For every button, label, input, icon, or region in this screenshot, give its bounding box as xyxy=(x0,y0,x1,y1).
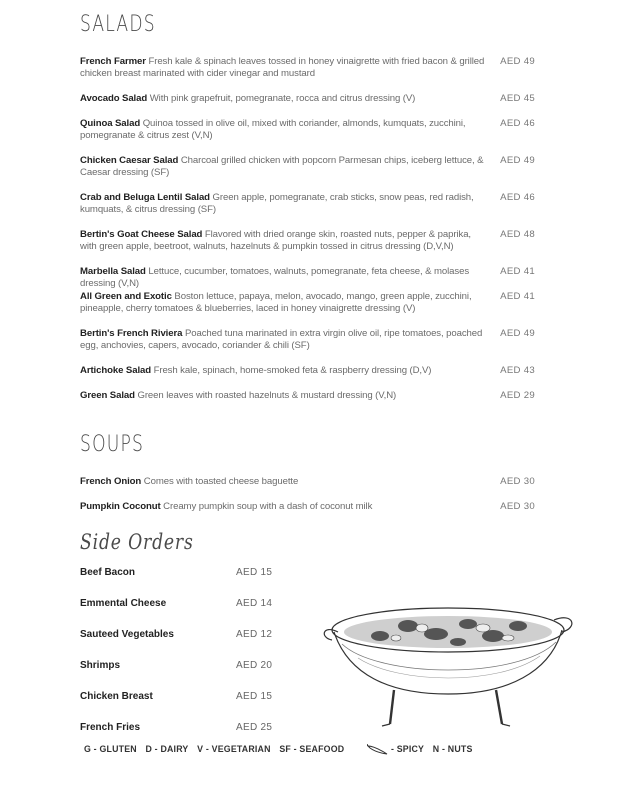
item-description: Green apple, pomegranate, crab sticks, snow peas, red radish, kumquats, & citrus dressing (SF) xyxy=(80,192,474,215)
item-price: AED 30 xyxy=(500,501,535,512)
item-name: Avocado Salad xyxy=(80,93,148,104)
item-price: AED 30 xyxy=(500,476,535,487)
side-item xyxy=(80,567,273,578)
item-description: Comes with toasted cheese baguette xyxy=(143,476,299,487)
item-price: AED 29 xyxy=(500,390,535,401)
side-price: AED 15 xyxy=(236,567,273,578)
side-name: Sauteed Vegetables xyxy=(80,629,174,640)
item-name: Pumpkin Coconut xyxy=(80,501,161,512)
item-description: Poached tuna marinated in extra virgin olive oil, ripe tomatoes, poached egg, anchovies, capers, avocado, coriander & chili (SF) xyxy=(80,328,483,351)
menu-item xyxy=(80,365,535,377)
dietary-legend xyxy=(84,744,479,756)
side-name: Emmental Cheese xyxy=(80,598,167,609)
menu-item xyxy=(80,291,535,315)
salads-title: SALADS xyxy=(80,12,156,37)
legend-gluten: G - GLUTEN xyxy=(84,744,137,755)
item-price: AED 49 xyxy=(500,328,535,339)
item-name: Bertin's French Riviera xyxy=(80,328,183,339)
side-price: AED 20 xyxy=(236,660,273,671)
item-price: AED 46 xyxy=(500,118,535,129)
item-name: Green Salad xyxy=(80,390,135,401)
item-name: Marbella Salad xyxy=(80,266,146,277)
item-description: With pink grapefruit, pomegranate, rocca and citrus dressing (V) xyxy=(149,93,416,104)
legend-dairy: D - DAIRY xyxy=(145,744,189,755)
menu-item xyxy=(80,56,535,80)
item-price: AED 46 xyxy=(500,192,535,203)
side-item xyxy=(80,691,273,702)
item-description: Quinoa tossed in olive oil, mixed with coriander, almonds, kumquats, zucchini, pomegranate & citrus zest (V,N) xyxy=(80,118,466,141)
paella-pan-illustration xyxy=(318,598,580,730)
menu-item xyxy=(80,266,535,290)
item-description: Green leaves with roasted hazelnuts & mustard dressing (V,N) xyxy=(137,390,397,401)
item-name: Quinoa Salad xyxy=(80,118,141,129)
side-item xyxy=(80,598,273,609)
menu-item xyxy=(80,328,535,352)
item-price: AED 41 xyxy=(500,266,535,277)
menu-item xyxy=(80,192,535,216)
legend-seafood: SF - SEAFOOD xyxy=(279,744,345,755)
item-name: Crab and Beluga Lentil Salad xyxy=(80,192,210,203)
side-price: AED 14 xyxy=(236,598,273,609)
menu-item xyxy=(80,229,535,253)
item-price: AED 43 xyxy=(500,365,535,376)
item-name: Artichoke Salad xyxy=(80,365,152,376)
menu-item xyxy=(80,118,535,142)
menu-item xyxy=(80,93,535,105)
item-description: Creamy pumpkin soup with a dash of coconut milk xyxy=(163,501,373,512)
side-item xyxy=(80,660,273,671)
item-price: AED 41 xyxy=(500,291,535,302)
item-price: AED 48 xyxy=(500,229,535,240)
item-description: Boston lettuce, papaya, melon, avocado, mango, green apple, zucchini, pineapple, cherry tomatoes & blueberries, laced in honey vinaigrette dressing (V) xyxy=(80,291,472,314)
item-name: French Onion xyxy=(80,476,142,487)
soups-title: SOUPS xyxy=(80,432,145,457)
side-item xyxy=(80,629,273,640)
side-name: Beef Bacon xyxy=(80,567,136,578)
item-description: Flavored with dried orange skin, roasted nuts, pepper & paprika, with green apple, beetroot, walnuts, hazelnuts & pumpkin tossed in citrus dressing (D,V,N) xyxy=(80,229,471,252)
legend-nuts: N - NUTS xyxy=(432,744,473,755)
menu-item xyxy=(80,155,535,179)
item-name: Chicken Caesar Salad xyxy=(80,155,179,166)
side-price: AED 15 xyxy=(236,691,273,702)
side-orders-title: Side Orders xyxy=(80,530,194,554)
item-name: All Green and Exotic xyxy=(80,291,172,302)
side-item xyxy=(80,722,273,733)
chili-icon xyxy=(367,744,389,756)
item-description: Charcoal grilled chicken with popcorn Parmesan chips, iceberg lettuce, & Caesar dressing (SF) xyxy=(80,155,484,178)
item-description: Lettuce, cucumber, tomatoes, walnuts, pomegranate, feta cheese, & molases dressing (V,N) xyxy=(80,266,470,289)
item-price: AED 49 xyxy=(500,155,535,166)
menu-item xyxy=(80,476,535,488)
side-name: French Fries xyxy=(80,722,141,733)
item-name: French Farmer xyxy=(80,56,146,67)
item-name: Bertin's Goat Cheese Salad xyxy=(80,229,203,240)
item-description: Fresh kale & spinach leaves tossed in honey vinaigrette with fried bacon & grilled chicken breast marinated with cider vinegar and mustard xyxy=(80,56,485,79)
legend-vegetarian: V - VEGETARIAN xyxy=(197,744,271,755)
side-name: Shrimps xyxy=(80,660,121,671)
item-description: Fresh kale, spinach, home-smoked feta & raspberry dressing (D,V) xyxy=(153,365,432,376)
side-price: AED 25 xyxy=(236,722,273,733)
side-name: Chicken Breast xyxy=(80,691,153,702)
legend-spicy: - SPICY xyxy=(390,744,425,755)
item-price: AED 45 xyxy=(500,93,535,104)
item-price: AED 49 xyxy=(500,56,535,67)
menu-item xyxy=(80,501,535,513)
side-price: AED 12 xyxy=(236,629,273,640)
menu-item xyxy=(80,390,535,402)
